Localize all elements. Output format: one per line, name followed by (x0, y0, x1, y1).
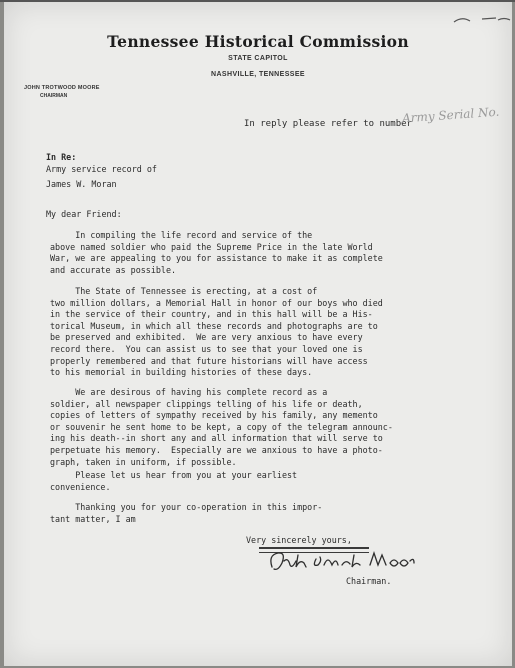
chairman-title: CHAIRMAN (40, 93, 68, 99)
chairman-name: JOHN TROTWOOD MOORE (24, 85, 100, 91)
paragraph-line: convenience. (50, 481, 111, 492)
paragraph-line: ing his death--in short any and all information that will serve to (50, 433, 383, 444)
paragraph-1 (50, 230, 383, 276)
paragraph-line: be preserved and exhibited. We are very anxious to have every (50, 332, 363, 343)
paragraph-line: tant matter, I am (50, 513, 136, 524)
signer-title: Chairman. (346, 576, 392, 586)
paragraph-line: and accurate as possible. (50, 264, 177, 275)
letterhead-address-line1: STATE CAPITOL (228, 55, 288, 62)
soldier-name: James W. Moran (46, 179, 117, 189)
paragraph-line: in the service of their country, and in this hall will be a His- (50, 309, 373, 320)
letter-page (4, 2, 512, 666)
in-re-label: In Re: (46, 152, 77, 162)
paragraph-line: soldier, all newspaper clippings telling of his life or death, (50, 398, 363, 409)
paragraph-3 (50, 387, 393, 468)
closing: Very sincerely yours, (246, 535, 352, 545)
paragraph-line: We are desirous of having his complete record as a (50, 387, 328, 397)
handwritten-reference-note: Army Serial No. (401, 104, 500, 126)
paragraph-line: Thanking you for your co-operation in this impor- (50, 502, 323, 512)
paragraph-line: torical Museum, in which all these records and photographs are to (50, 320, 378, 331)
paragraph-line: The State of Tennessee is erecting, at a cost of (50, 286, 318, 296)
paragraph-line: or souvenir he sent home to be kept, a copy of the telegram announc- (50, 421, 393, 432)
paragraph-line: War, we are appealing to you for assistance to make it as complete (50, 253, 383, 264)
paragraph-line: above named soldier who paid the Supreme Price in the late World (50, 241, 373, 252)
paragraph-line: copies of letters of sympathy received by his family, any memento (50, 410, 378, 421)
handwritten-signature (266, 547, 416, 577)
in-re-subject: Army service record of (46, 164, 157, 174)
paragraph-line: Please let us hear from you at your earliest (50, 470, 298, 480)
paragraph-line: two million dollars, a Memorial Hall in honor of our boys who died (50, 297, 383, 308)
corner-pen-mark (452, 14, 512, 26)
paragraph-line: perpetuate his memory. Especially are we anxious to have a photo- (50, 444, 383, 455)
paragraph-5 (50, 502, 322, 525)
paragraph-line: In compiling the life record and service of the (50, 230, 313, 240)
paragraph-line: to his memorial in building histories of these days. (50, 367, 313, 378)
paragraph-2 (50, 286, 383, 379)
paragraph-line: graph, taken in uniform, if possible. (50, 456, 237, 467)
reply-reference-line: In reply please refer to number (244, 119, 412, 129)
paragraph-line: record there. You can assist us to see that your loved one is (50, 343, 363, 354)
letterhead-address-line2: NASHVILLE, TENNESSEE (211, 71, 305, 78)
paragraph-line: properly remembered and that future historians will have access (50, 355, 368, 366)
paragraph-4 (50, 470, 297, 493)
letterhead-title: Tennessee Historical Commission (107, 32, 409, 51)
salutation: My dear Friend: (46, 209, 122, 219)
